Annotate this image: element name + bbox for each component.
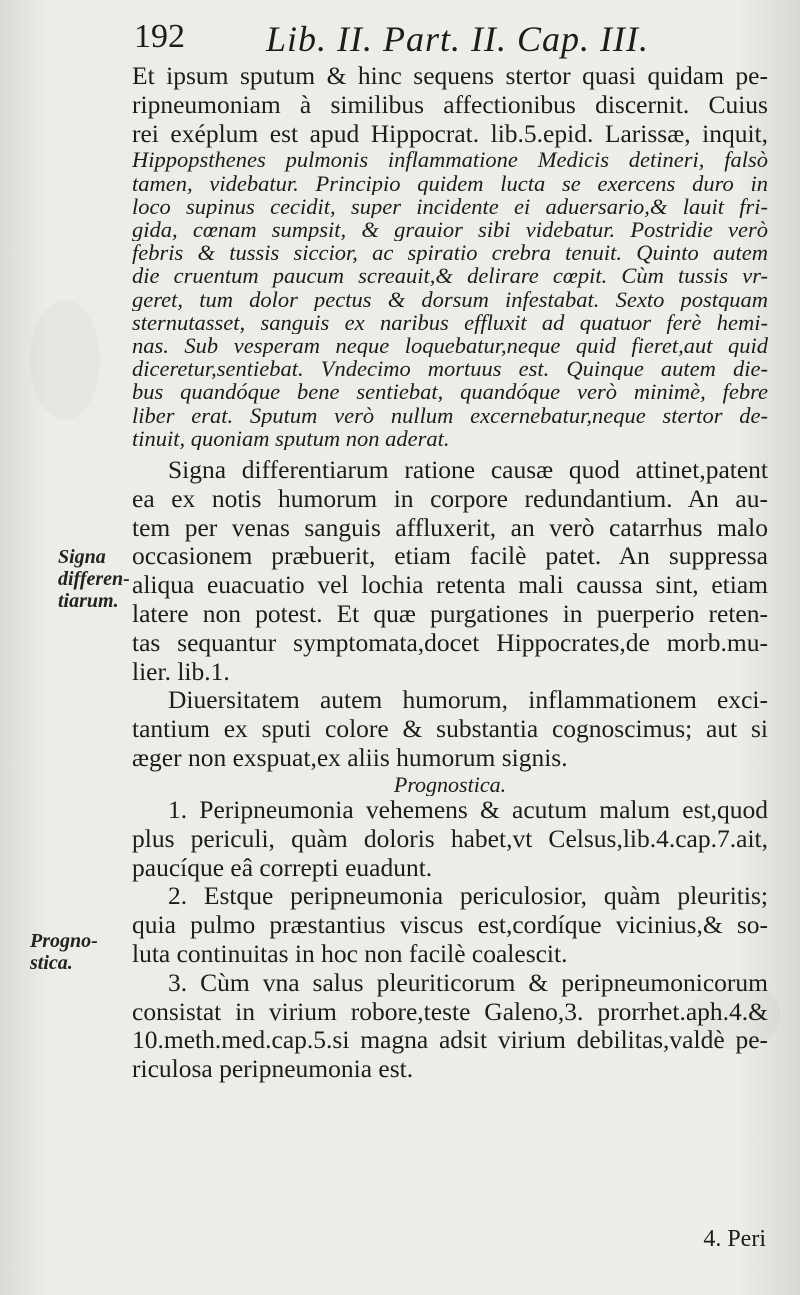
paper-stain — [30, 300, 100, 420]
margin-note-signa — [58, 546, 130, 612]
text-line: 10.meth.med.cap.5.si magna adsit virium debilitas,valdè pe- — [132, 1026, 768, 1055]
text-line: Signa differentiarum ratione causæ quod attinet,patent — [168, 456, 768, 485]
catchword: 4. Peri — [703, 1226, 766, 1252]
text-line: 2. Estque peripneumonia periculosior, quàm pleuritis; — [168, 882, 768, 911]
text-line: tas sequantur symptomata,docet Hippocrates,de morb.mu- — [132, 628, 768, 657]
quote-line: geret, tum dolor pectus & dorsum infestabat. Sexto postquam — [132, 287, 768, 311]
quote-line: febris & tussis siccior, ac spiratio crebra tenuit. Quinto autem — [132, 241, 768, 265]
text-line: riculosa peripneumonia est. — [132, 1055, 414, 1084]
quote-line: gida, cœnam sumpsit, & grauior sibi videbatur. Postridie verò — [132, 218, 768, 242]
prognostic-3 — [132, 969, 768, 1084]
text-line: 3. Cùm vna salus pleuriticorum & peripneumonicorum — [168, 968, 768, 997]
quote-line: tinuit, quoniam sputum non aderat. — [132, 426, 450, 451]
section-heading: Prognostica. — [393, 772, 507, 796]
margin-note-line: Signa — [58, 546, 106, 568]
text-line: occasionem præbuerit, etiam facilè patet. An suppressa — [132, 542, 768, 571]
text-line: tem per venas sanguis affluxerit, an verò catarrhus malo — [132, 513, 768, 542]
quote-line: tamen, videbatur. Principio quidem lucta se exercens duro in — [132, 171, 768, 195]
page-header — [128, 18, 688, 58]
page-number: 192 — [134, 18, 185, 55]
text-line: quia pulmo præstantius viscus est,cordíque vicinius,& so- — [132, 911, 768, 940]
text-line: luta continuitas in hoc non facilè coalescit. — [132, 939, 568, 968]
running-title: Lib. II. Part. II. Cap. III. — [266, 19, 649, 59]
margin-note-line: tiarum. — [58, 590, 119, 612]
text-line: paucíque eâ correpti euadunt. — [132, 853, 433, 882]
text-line: 1. Peripneumonia vehemens & acutum malum est,quod — [168, 796, 768, 824]
paragraph-humores — [132, 686, 768, 772]
text-line: plus periculi, quàm doloris habet,vt Celsus,lib.4.cap.7.ait, — [132, 824, 768, 853]
text-line: latere non potest. Et quæ purgationes in puerperio reten- — [132, 600, 768, 629]
quote-line: die cruentum paucum screauit,& delirare cœpit. Cùm tussis vr- — [132, 264, 768, 288]
hippocrates-quote — [132, 148, 768, 450]
text-line: tantium ex sputi colore & substantia cognoscimus; aut si — [132, 715, 768, 744]
text-line: æger non exspuat,ex aliis humorum signis. — [132, 744, 568, 772]
quote-line: sternutasset, sanguis ex naribus effluxit ad quatuor ferè hemi- — [132, 310, 768, 335]
margin-note-line: Progno- — [30, 930, 98, 952]
quote-line: loco supinus cecidit, super incidente ei aduersario,& lauit fri- — [132, 194, 768, 218]
text-line: aliqua euacuatio vel lochia retenta mali caussa sint, etiam — [132, 571, 768, 600]
prognostic-2 — [132, 882, 768, 968]
prognostic-1 — [132, 796, 768, 882]
text-line: consistat in virium robore,teste Galeno,3. prorrhet.aph.4.& — [132, 997, 768, 1026]
margin-note-line: stica. — [30, 952, 73, 974]
margin-note-prognostica — [30, 930, 98, 974]
quote-line: diceretur,sentiebat. Vndecimo mortuus est. Quinque autem die- — [132, 357, 768, 381]
text-line: rei exéplum est apud Hippocrat. lib.5.epid. Larissæ, inquit, — [132, 119, 768, 148]
margin-note-line: differen- — [58, 568, 130, 590]
quote-line: Hippopsthenes pulmonis inflammatione Medicis detineri, falsò — [132, 148, 768, 172]
paragraph-signa — [132, 456, 768, 686]
text-line: lier. lib.1. — [132, 657, 230, 686]
main-text — [132, 62, 768, 1084]
quote-line: nas. Sub vesperam neque loquebatur,neque quid fieret,aut quid — [132, 334, 768, 358]
text-line: ripneumoniam à similibus affectionibus discernit. Cuius — [132, 90, 768, 119]
quote-line: bus quandóque bene sentiebat, quandóque verò minimè, febre — [132, 380, 768, 404]
text-line: Et ipsum sputum & hinc sequens stertor quasi quidam pe- — [132, 62, 768, 90]
quote-line: liber erat. Sputum verò nullum excernebatur,neque stertor de- — [132, 403, 768, 427]
text-line: ea ex notis humorum in corpore redundantium. An au- — [132, 484, 768, 513]
text-line: Diuersitatem autem humorum, inflammationem exci- — [168, 686, 768, 715]
paragraph-intro — [132, 62, 768, 148]
